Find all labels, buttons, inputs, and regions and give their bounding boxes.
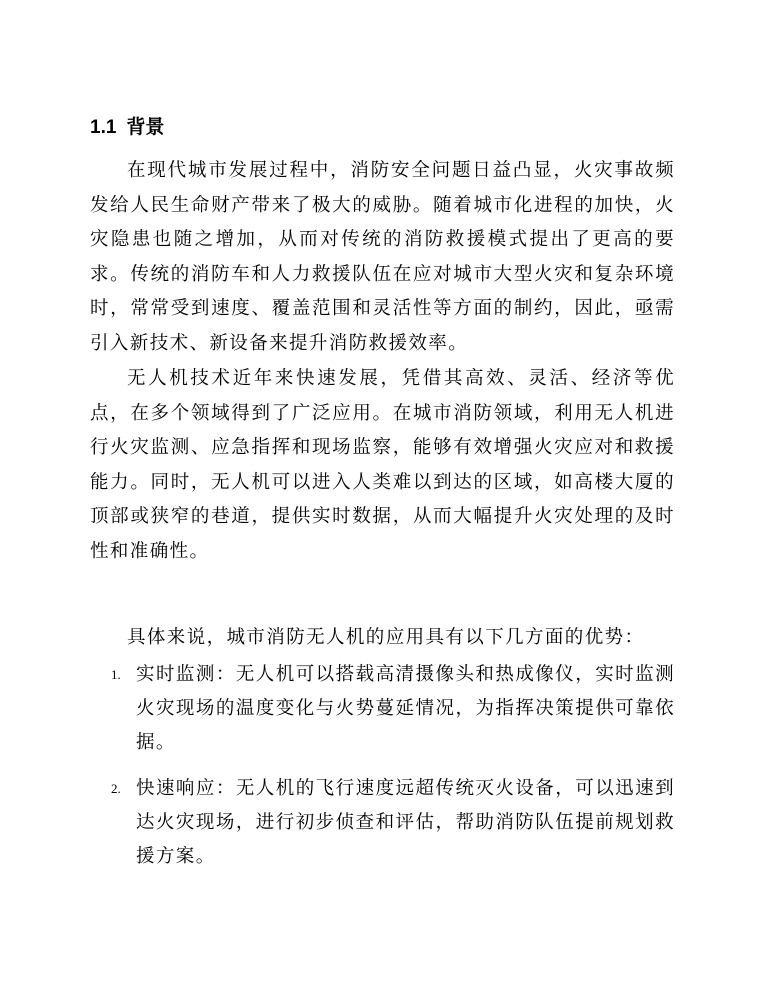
paragraph-background-intro: 在现代城市发展过程中，消防安全问题日益凸显，火灾事故频发给人民生命财产带来了极大的威胁。随着城市化进程的加快，火灾隐患也随之增加，从而对传统的消防救援模式提出了更高的要求。传统的消防车和人力救援队伍在应对城市大型火灾和复杂环境时，常常受到速度、覆盖范围和灵活性等方面的制约，因此，亟需引入新技术、新设备来提升消防救援效率。 [90,160,675,354]
list-item-number: 1. [111,667,121,682]
list-item [90,658,675,760]
list-item-number: 2. [111,781,121,796]
section-number: 1.1 [90,117,117,138]
list-item-text: 快速响应：无人机的飞行速度远超传统灭火设备，可以迅速到达火灾现场，进行初步侦查和评估，帮助消防队伍提前规划救援方案。 [136,778,675,867]
section-heading [90,114,164,141]
list-item-text: 实时监测：无人机可以搭载高清摄像头和热成像仪，实时监测火灾现场的温度变化与火势蔓延情况，为指挥决策提供可靠依据。 [136,664,675,753]
section-title: 背景 [126,116,165,138]
paragraph-advantages-intro: 具体来说，城市消防无人机的应用具有以下几方面的优势： [127,627,645,648]
paragraph-drone-technology: 无人机技术近年来快速发展，凭借其高效、灵活、经济等优点，在多个领域得到了广泛应用。在城市消防领域，利用无人机进行火灾监测、应急指挥和现场监察，能够有效增强火灾应对和救援能力。同时，无人机可以进入人类难以到达的区域，如高楼大厦的顶部或狭窄的巷道，提供实时数据，从而大幅提升火灾处理的及时性和准确性。 [90,368,675,562]
list-item [90,772,675,874]
